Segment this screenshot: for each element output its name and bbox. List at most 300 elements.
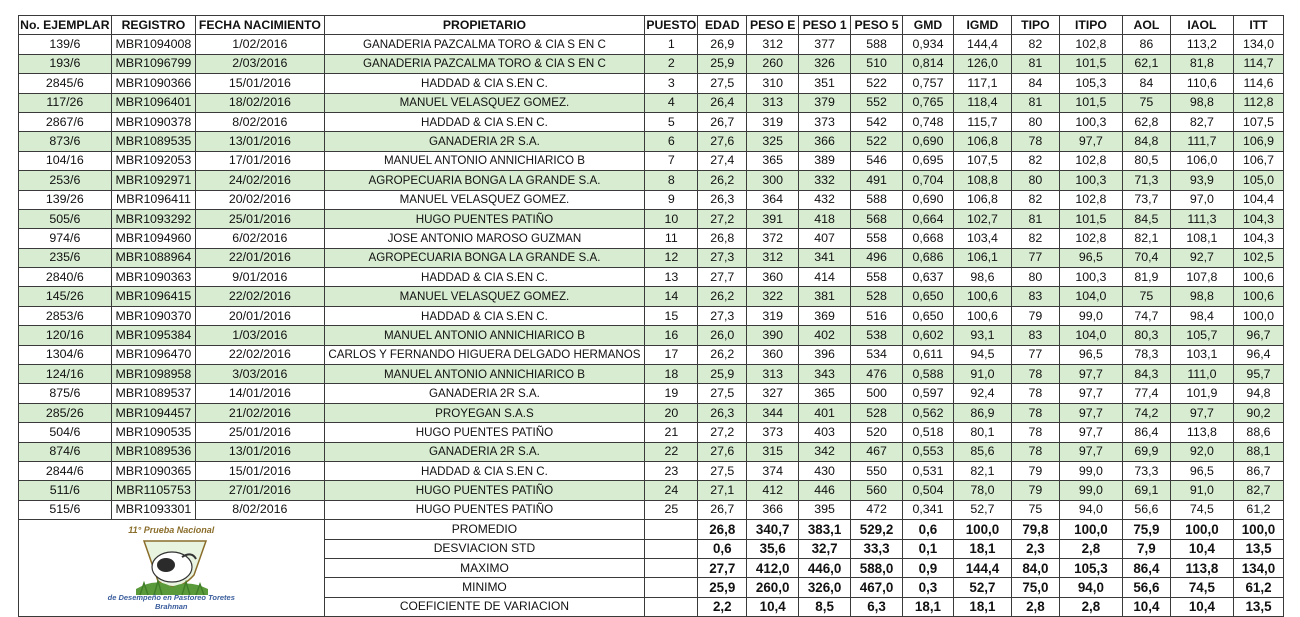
summary-value: 75,9 (1122, 520, 1170, 539)
table-cell: 0,757 (903, 74, 954, 93)
summary-value: 84,0 (1011, 558, 1059, 577)
table-cell: MBR1090370 (111, 306, 196, 325)
table-cell: 80,1 (953, 423, 1011, 442)
table-cell: 6 (645, 132, 698, 151)
table-cell: 82 (1011, 190, 1059, 209)
table-cell: 24 (645, 481, 698, 500)
table-cell: 25 (645, 500, 698, 519)
table-cell: GANADERIA 2R S.A. (324, 132, 645, 151)
summary-value: 326,0 (799, 578, 851, 597)
summary-value: 8,5 (799, 597, 851, 616)
summary-value: 18,1 (953, 539, 1011, 558)
table-cell: 27,4 (698, 151, 747, 170)
table-cell: 13/01/2016 (196, 442, 324, 461)
column-header: FECHA NACIMIENTO (196, 16, 324, 35)
table-cell: 26,2 (698, 171, 747, 190)
table-cell: 390 (747, 326, 799, 345)
table-cell: MBR1096415 (111, 287, 196, 306)
column-header: PESO E (747, 16, 799, 35)
table-cell: 86 (1122, 35, 1170, 54)
summary-value: 529,2 (851, 520, 903, 539)
table-cell: 0,562 (903, 403, 954, 422)
table-cell: 139/6 (19, 35, 112, 54)
table-cell: 94,5 (953, 345, 1011, 364)
summary-value: 10,4 (1170, 597, 1233, 616)
table-cell: MANUEL VELASQUEZ GOMEZ. (324, 190, 645, 209)
table-row (19, 229, 1284, 248)
table-cell: 27,2 (698, 423, 747, 442)
table-cell: 93,1 (953, 326, 1011, 345)
table-cell: 73,7 (1122, 190, 1170, 209)
table-cell: 538 (851, 326, 903, 345)
table-cell: 99,0 (1059, 481, 1122, 500)
table-cell: MANUEL ANTONIO ANNICHIARICO B (324, 326, 645, 345)
table-cell: 2867/6 (19, 112, 112, 131)
table-cell: 100,6 (953, 306, 1011, 325)
summary-value: 74,5 (1170, 578, 1233, 597)
column-header: IAOL (1170, 16, 1233, 35)
column-header: IGMD (953, 16, 1011, 35)
table-cell: 13 (645, 268, 698, 287)
table-cell: 21 (645, 423, 698, 442)
table-cell: 319 (747, 306, 799, 325)
table-cell: 71,3 (1122, 171, 1170, 190)
summary-value: 260,0 (747, 578, 799, 597)
table-cell: 78,3 (1122, 345, 1170, 364)
table-cell: 102,8 (1059, 35, 1122, 54)
table-cell: 27,5 (698, 74, 747, 93)
table-cell: MBR1090365 (111, 461, 196, 480)
table-cell: 80,5 (1122, 151, 1170, 170)
table-cell: 98,8 (1170, 93, 1233, 112)
summary-value: 144,4 (953, 558, 1011, 577)
table-cell: 98,6 (953, 268, 1011, 287)
table-cell: 372 (747, 229, 799, 248)
column-header: PESO 1 (799, 16, 851, 35)
table-cell: 2 (645, 54, 698, 73)
table-cell: 396 (799, 345, 851, 364)
table-cell: 8/02/2016 (196, 500, 324, 519)
table-cell: 107,5 (1233, 112, 1283, 131)
table-cell: 974/6 (19, 229, 112, 248)
table-cell: 104,0 (1059, 326, 1122, 345)
table-cell: 351 (799, 74, 851, 93)
table-row (19, 54, 1284, 73)
table-cell: 78 (1011, 132, 1059, 151)
summary-value: 100,0 (1059, 520, 1122, 539)
table-cell: 1304/6 (19, 345, 112, 364)
table-cell: 102,8 (1059, 190, 1122, 209)
summary-value: 0,3 (903, 578, 954, 597)
summary-value: 2,8 (1059, 539, 1122, 558)
summary-value: 2,8 (1059, 597, 1122, 616)
table-cell: 504/6 (19, 423, 112, 442)
table-cell: 75 (1011, 500, 1059, 519)
table-cell: 105,7 (1170, 326, 1233, 345)
table-row (19, 268, 1284, 287)
table-cell: 15/01/2016 (196, 461, 324, 480)
table-cell: 325 (747, 132, 799, 151)
table-cell: MBR1095384 (111, 326, 196, 345)
table-cell: 343 (799, 365, 851, 384)
table-cell: 18/02/2016 (196, 93, 324, 112)
summary-value: 13,5 (1233, 597, 1283, 616)
table-cell: 374 (747, 461, 799, 480)
table-cell: 365 (747, 151, 799, 170)
table-cell: 84 (1011, 74, 1059, 93)
table-row (19, 461, 1284, 480)
table-cell: 70,4 (1122, 248, 1170, 267)
table-cell: 0,650 (903, 306, 954, 325)
table-cell: 505/6 (19, 209, 112, 228)
table-row (19, 171, 1284, 190)
table-cell: 99,0 (1059, 306, 1122, 325)
table-cell: 78 (1011, 423, 1059, 442)
table-cell: 511/6 (19, 481, 112, 500)
event-logo (96, 525, 246, 611)
table-cell: 26,7 (698, 500, 747, 519)
summary-label: DESVIACION STD (324, 539, 645, 558)
table-cell: MBR1089535 (111, 132, 196, 151)
table-cell: 0,695 (903, 151, 954, 170)
table-cell: 81,9 (1122, 268, 1170, 287)
summary-value: 13,5 (1233, 539, 1283, 558)
table-cell: 515/6 (19, 500, 112, 519)
table-cell: 102,8 (1059, 229, 1122, 248)
table-cell: 312 (747, 35, 799, 54)
table-cell: 85,6 (953, 442, 1011, 461)
table-cell: 364 (747, 190, 799, 209)
table-cell: 82 (1011, 229, 1059, 248)
table-cell: 96,5 (1170, 461, 1233, 480)
table-cell: MBR1096411 (111, 190, 196, 209)
table-cell: 113,8 (1170, 423, 1233, 442)
table-cell: 235/6 (19, 248, 112, 267)
table-cell: 2/03/2016 (196, 54, 324, 73)
table-cell: 1/02/2016 (196, 35, 324, 54)
table-cell: 111,0 (1170, 365, 1233, 384)
table-cell: 510 (851, 54, 903, 73)
table-cell: 0,553 (903, 442, 954, 461)
table-cell: 117,1 (953, 74, 1011, 93)
table-cell: 81 (1011, 209, 1059, 228)
table-cell: 105,0 (1233, 171, 1283, 190)
table-cell: 332 (799, 171, 851, 190)
table-cell: MBR1090535 (111, 423, 196, 442)
table-cell: 0,531 (903, 461, 954, 480)
summary-value: 0,1 (903, 539, 954, 558)
table-cell: 101,5 (1059, 54, 1122, 73)
table-cell: 104,0 (1059, 287, 1122, 306)
table-cell: 17/01/2016 (196, 151, 324, 170)
table-cell: 26,2 (698, 287, 747, 306)
table-cell: 91,0 (953, 365, 1011, 384)
table-cell: 322 (747, 287, 799, 306)
empty-cell (645, 578, 698, 597)
table-cell: MBR1089536 (111, 442, 196, 461)
table-cell: 0,765 (903, 93, 954, 112)
summary-value: 94,0 (1059, 578, 1122, 597)
results-table (18, 15, 1284, 617)
table-cell: 552 (851, 93, 903, 112)
table-cell: 96,5 (1059, 248, 1122, 267)
table-cell: MBR1094457 (111, 403, 196, 422)
table-cell: 56,6 (1122, 500, 1170, 519)
table-cell: 26,0 (698, 326, 747, 345)
table-cell: 26,3 (698, 403, 747, 422)
table-row (19, 209, 1284, 228)
table-cell: 0,602 (903, 326, 954, 345)
table-cell: 22/02/2016 (196, 287, 324, 306)
table-cell: 118,4 (953, 93, 1011, 112)
table-cell: 550 (851, 461, 903, 480)
summary-value: 10,4 (747, 597, 799, 616)
table-cell: 27,3 (698, 248, 747, 267)
table-cell: 366 (747, 500, 799, 519)
table-cell: 0,650 (903, 287, 954, 306)
table-row (19, 365, 1284, 384)
table-cell: 20/02/2016 (196, 190, 324, 209)
column-header: AOL (1122, 16, 1170, 35)
summary-value: 2,3 (1011, 539, 1059, 558)
table-cell: 2845/6 (19, 74, 112, 93)
summary-value: 0,6 (903, 520, 954, 539)
table-row (19, 93, 1284, 112)
table-cell: 12 (645, 248, 698, 267)
table-cell: 20/01/2016 (196, 306, 324, 325)
table-cell: MANUEL ANTONIO ANNICHIARICO B (324, 151, 645, 170)
table-cell: 472 (851, 500, 903, 519)
table-cell: 103,1 (1170, 345, 1233, 364)
table-cell: 108,8 (953, 171, 1011, 190)
table-cell: 310 (747, 74, 799, 93)
table-cell: 97,7 (1059, 403, 1122, 422)
table-cell: 112,8 (1233, 93, 1283, 112)
column-header: PROPIETARIO (324, 16, 645, 35)
table-cell: 104,3 (1233, 229, 1283, 248)
table-cell: 342 (799, 442, 851, 461)
table-cell: 193/6 (19, 54, 112, 73)
table-cell: 79 (1011, 481, 1059, 500)
summary-value: 75,0 (1011, 578, 1059, 597)
summary-value: 2,2 (698, 597, 747, 616)
table-cell: 0,637 (903, 268, 954, 287)
summary-value: 33,3 (851, 539, 903, 558)
table-cell: 360 (747, 268, 799, 287)
table-cell: 25,9 (698, 365, 747, 384)
table-cell: 84,3 (1122, 365, 1170, 384)
table-cell: 344 (747, 403, 799, 422)
table-cell: 74,2 (1122, 403, 1170, 422)
summary-value: 10,4 (1122, 597, 1170, 616)
table-cell: 94,0 (1059, 500, 1122, 519)
table-cell: 106,9 (1233, 132, 1283, 151)
column-header: TIPO (1011, 16, 1059, 35)
table-cell: 0,704 (903, 171, 954, 190)
table-cell: 0,748 (903, 112, 954, 131)
table-cell: 360 (747, 345, 799, 364)
column-header: PESO 5 (851, 16, 903, 35)
table-cell: 101,5 (1059, 93, 1122, 112)
table-cell: 253/6 (19, 171, 112, 190)
table-cell: MBR1089537 (111, 384, 196, 403)
table-cell: CARLOS Y FERNANDO HIGUERA DELGADO HERMANOS (324, 345, 645, 364)
table-cell: 2844/6 (19, 461, 112, 480)
table-cell: 26,8 (698, 229, 747, 248)
summary-value: 79,8 (1011, 520, 1059, 539)
summary-value: 100,0 (953, 520, 1011, 539)
table-cell: 0,504 (903, 481, 954, 500)
table-cell: 106,0 (1170, 151, 1233, 170)
table-cell: 491 (851, 171, 903, 190)
table-cell: 106,8 (953, 190, 1011, 209)
table-cell: 312 (747, 248, 799, 267)
column-header: ITT (1233, 16, 1283, 35)
table-cell: 27,6 (698, 132, 747, 151)
table-cell: 15/01/2016 (196, 74, 324, 93)
table-cell: 80 (1011, 171, 1059, 190)
table-cell: 300 (747, 171, 799, 190)
table-cell: HUGO PUENTES PATIÑO (324, 423, 645, 442)
table-row (19, 403, 1284, 422)
table-cell: 27,5 (698, 461, 747, 480)
table-cell: 62,1 (1122, 54, 1170, 73)
table-cell: 74,5 (1170, 500, 1233, 519)
table-cell: 144,4 (953, 35, 1011, 54)
table-row (19, 345, 1284, 364)
table-cell: 111,3 (1170, 209, 1233, 228)
summary-value: 32,7 (799, 539, 851, 558)
table-cell: 0,686 (903, 248, 954, 267)
summary-label: MAXIMO (324, 558, 645, 577)
table-cell: 83 (1011, 326, 1059, 345)
table-cell: 875/6 (19, 384, 112, 403)
empty-cell (645, 597, 698, 616)
table-cell: 402 (799, 326, 851, 345)
table-cell: 496 (851, 248, 903, 267)
table-cell: 100,6 (1233, 268, 1283, 287)
table-cell: 97,7 (1059, 423, 1122, 442)
table-cell: 97,7 (1170, 403, 1233, 422)
table-cell: 82,7 (1170, 112, 1233, 131)
table-cell: 134,0 (1233, 35, 1283, 54)
table-cell: 522 (851, 132, 903, 151)
table-cell: 19 (645, 384, 698, 403)
table-cell: 99,0 (1059, 461, 1122, 480)
table-cell: 365 (799, 384, 851, 403)
table-cell: MBR1096470 (111, 345, 196, 364)
table-cell: 3 (645, 74, 698, 93)
table-cell: 23 (645, 461, 698, 480)
table-cell: 0,518 (903, 423, 954, 442)
table-cell: 83 (1011, 287, 1059, 306)
table-cell: 96,5 (1059, 345, 1122, 364)
table-cell: 366 (799, 132, 851, 151)
table-row (19, 481, 1284, 500)
table-cell: MBR1105753 (111, 481, 196, 500)
table-row (19, 326, 1284, 345)
table-cell: 97,0 (1170, 190, 1233, 209)
table-cell: HADDAD & CIA S.EN C. (324, 306, 645, 325)
table-cell: 27,3 (698, 306, 747, 325)
table-row (19, 248, 1284, 267)
table-cell: 27,2 (698, 209, 747, 228)
logo-bottom-text: de Desempeño en Pastoreo Toretes Brahman (107, 593, 235, 611)
summary-value: 6,3 (851, 597, 903, 616)
empty-cell (645, 539, 698, 558)
table-cell: 377 (799, 35, 851, 54)
table-cell: 401 (799, 403, 851, 422)
summary-value: 100,0 (1233, 520, 1283, 539)
summary-value: 56,6 (1122, 578, 1170, 597)
table-cell: 21/02/2016 (196, 403, 324, 422)
table-cell: MBR1094008 (111, 35, 196, 54)
summary-value: 588,0 (851, 558, 903, 577)
table-row (19, 306, 1284, 325)
table-cell: 69,1 (1122, 481, 1170, 500)
table-cell: 102,7 (953, 209, 1011, 228)
table-cell: 74,7 (1122, 306, 1170, 325)
table-cell: 100,6 (1233, 287, 1283, 306)
table-cell: MBR1096401 (111, 93, 196, 112)
summary-value: 27,7 (698, 558, 747, 577)
table-cell: 3/03/2016 (196, 365, 324, 384)
table-cell: 522 (851, 74, 903, 93)
table-cell: 79 (1011, 306, 1059, 325)
table-cell: 115,7 (953, 112, 1011, 131)
table-cell: 100,3 (1059, 171, 1122, 190)
table-cell: 27,7 (698, 268, 747, 287)
table-cell: 77 (1011, 248, 1059, 267)
table-cell: 91,0 (1170, 481, 1233, 500)
table-cell: 395 (799, 500, 851, 519)
table-cell: 107,5 (953, 151, 1011, 170)
table-row (19, 442, 1284, 461)
table-cell: 90,2 (1233, 403, 1283, 422)
table-cell: 13/01/2016 (196, 132, 324, 151)
summary-value: 7,9 (1122, 539, 1170, 558)
table-cell: 25/01/2016 (196, 209, 324, 228)
table-row (19, 423, 1284, 442)
table-cell: 124/16 (19, 365, 112, 384)
table-cell: GANADERIA PAZCALMA TORO & CIA S EN C (324, 35, 645, 54)
table-cell: 81,8 (1170, 54, 1233, 73)
summary-row (19, 520, 1284, 539)
table-cell: 102,5 (1233, 248, 1283, 267)
table-cell: 97,7 (1059, 442, 1122, 461)
table-cell: 11 (645, 229, 698, 248)
summary-value: 134,0 (1233, 558, 1283, 577)
table-cell: 78 (1011, 442, 1059, 461)
table-cell: 77,4 (1122, 384, 1170, 403)
summary-value: 467,0 (851, 578, 903, 597)
table-cell: 14/01/2016 (196, 384, 324, 403)
summary-label: COEFICIENTE DE VARIACION (324, 597, 645, 616)
table-cell: 120/16 (19, 326, 112, 345)
table-row (19, 287, 1284, 306)
table-cell: 558 (851, 268, 903, 287)
table-cell: MBR1090363 (111, 268, 196, 287)
table-cell: 80,3 (1122, 326, 1170, 345)
column-header: ITIPO (1059, 16, 1122, 35)
table-cell: 80 (1011, 268, 1059, 287)
table-cell: 8/02/2016 (196, 112, 324, 131)
table-cell: 27,6 (698, 442, 747, 461)
column-header: GMD (903, 16, 954, 35)
table-cell: MBR1093301 (111, 500, 196, 519)
table-cell: 102,8 (1059, 151, 1122, 170)
table-cell: 520 (851, 423, 903, 442)
